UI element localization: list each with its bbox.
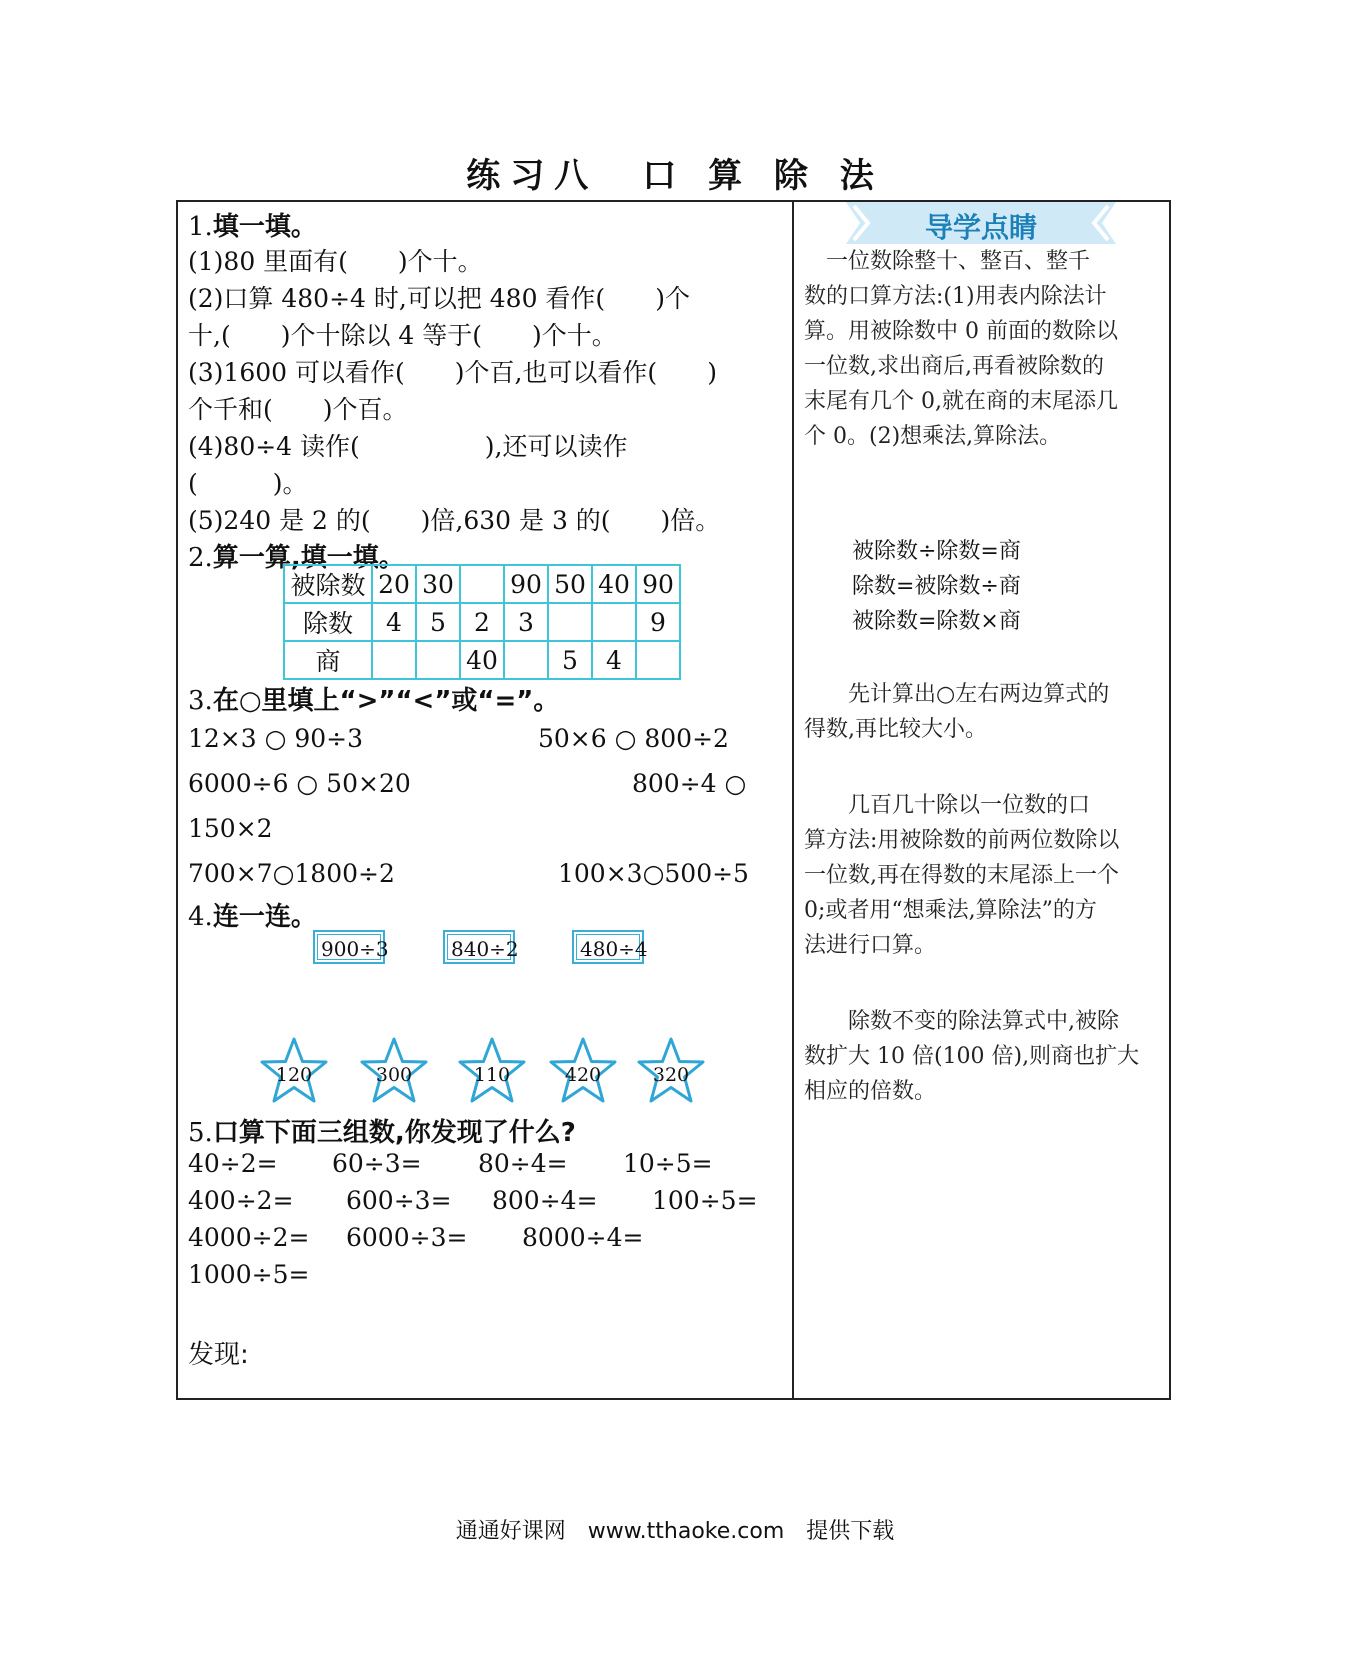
q1-line-2: (2)口算 480÷4 时,可以把 480 看作( )个 bbox=[188, 284, 690, 313]
table-head-dividend: 被除数 bbox=[284, 565, 372, 603]
q5-item: 800÷4= bbox=[492, 1186, 598, 1215]
star-answer[interactable] bbox=[359, 1036, 429, 1106]
star-answer[interactable] bbox=[457, 1036, 527, 1106]
guide-tip-4 bbox=[804, 1004, 1159, 1109]
q5-item: 8000÷4= bbox=[522, 1223, 644, 1252]
q4-number: 4. bbox=[188, 902, 213, 932]
guide-banner-label: 导学点睛 bbox=[924, 211, 1037, 244]
q3-item: 700×7○1800÷2 bbox=[188, 859, 395, 888]
tip-line: 数的口算方法:(1)用表内除法计 bbox=[804, 284, 1107, 309]
star-answer[interactable] bbox=[636, 1036, 706, 1106]
q3-item: 800÷4 ○ bbox=[632, 769, 747, 798]
formula-line: 除数=被除数÷商 bbox=[852, 574, 1021, 599]
q5-item: 80÷4= bbox=[478, 1149, 568, 1178]
guide-tip-1 bbox=[804, 244, 1159, 454]
q3-item: 12×3 ○ 90÷3 bbox=[188, 724, 364, 753]
tip-line: 数扩大 10 倍(100 倍),则商也扩大 bbox=[804, 1044, 1140, 1069]
tip-line: 算。用被除数中 0 前面的数除以 bbox=[804, 319, 1118, 344]
q3-item: 6000÷6 ○ 50×20 bbox=[188, 769, 411, 798]
tip-line: 先计算出○左右两边算式的 bbox=[804, 682, 1110, 707]
tip-line: 一位数除整十、整百、整千 bbox=[804, 249, 1091, 274]
tip-line: 几百几十除以一位数的口 bbox=[804, 793, 1091, 818]
star-label: 420 bbox=[564, 1064, 602, 1086]
q1-line-7: ( )。 bbox=[188, 469, 308, 498]
q3-item: 50×6 ○ 800÷2 bbox=[538, 724, 729, 753]
tip-line: 0;或者用“想乘法,算除法”的方 bbox=[804, 898, 1097, 923]
tip-line: 算方法:用被除数的前两位数除以 bbox=[804, 828, 1120, 853]
guide-banner bbox=[846, 202, 1116, 244]
table-cell[interactable] bbox=[548, 603, 592, 641]
table-cell[interactable]: 90 bbox=[636, 565, 680, 603]
q1-number: 1. bbox=[188, 212, 213, 242]
q3-number: 3. bbox=[188, 686, 213, 716]
star-label: 320 bbox=[652, 1064, 690, 1086]
table-cell[interactable]: 3 bbox=[504, 603, 548, 641]
found-label: 发现: bbox=[188, 1340, 249, 1370]
q5-item: 60÷3= bbox=[332, 1149, 422, 1178]
table-cell[interactable] bbox=[504, 641, 548, 679]
star-answer[interactable] bbox=[259, 1036, 329, 1106]
table-cell[interactable] bbox=[460, 565, 504, 603]
guide-tip-3 bbox=[804, 788, 1159, 963]
table-cell[interactable]: 20 bbox=[372, 565, 416, 603]
q5-item: 4000÷2= bbox=[188, 1223, 310, 1252]
table-row bbox=[284, 641, 680, 679]
expression-box[interactable]: 840÷2 bbox=[443, 930, 515, 964]
formula-line: 被除数=除数×商 bbox=[852, 609, 1021, 634]
q2-label: 算一算,填一填。 bbox=[212, 543, 405, 573]
q5-item: 6000÷3= bbox=[346, 1223, 468, 1252]
q5-item: 400÷2= bbox=[188, 1186, 294, 1215]
q5-heading bbox=[188, 1112, 576, 1149]
q5-item: 1000÷5= bbox=[188, 1260, 310, 1289]
star-label: 120 bbox=[275, 1064, 313, 1086]
q1-line-1: (1)80 里面有( )个十。 bbox=[188, 247, 483, 276]
table-head-quotient: 商 bbox=[284, 641, 372, 679]
column-divider bbox=[792, 200, 794, 1400]
expression-box[interactable]: 900÷3 bbox=[313, 930, 385, 964]
table-cell[interactable]: 4 bbox=[372, 603, 416, 641]
table-head-divisor: 除数 bbox=[284, 603, 372, 641]
q5-item: 100÷5= bbox=[652, 1186, 758, 1215]
q5-item: 600÷3= bbox=[346, 1186, 452, 1215]
star-answer[interactable] bbox=[548, 1036, 618, 1106]
table-cell[interactable]: 30 bbox=[416, 565, 460, 603]
table-row bbox=[284, 603, 680, 641]
table-cell[interactable]: 5 bbox=[416, 603, 460, 641]
q5-label: 口算下面三组数,你发现了什么? bbox=[212, 1118, 576, 1148]
table-cell[interactable] bbox=[372, 641, 416, 679]
q2-number: 2. bbox=[188, 543, 213, 573]
tip-line: 得数,再比较大小。 bbox=[804, 717, 987, 742]
table-cell[interactable]: 50 bbox=[548, 565, 592, 603]
q1-label: 填一填。 bbox=[212, 212, 317, 242]
tip-line: 法进行口算。 bbox=[804, 933, 937, 958]
table-cell[interactable]: 4 bbox=[592, 641, 636, 679]
q1-heading bbox=[188, 206, 317, 243]
star-label: 300 bbox=[375, 1064, 413, 1086]
q1-line-8: (5)240 是 2 的( )倍,630 是 3 的( )倍。 bbox=[188, 506, 721, 535]
q4-label: 连一连。 bbox=[212, 902, 317, 932]
page-title: 练习八 口 算 除 法 bbox=[466, 156, 884, 196]
table-cell[interactable] bbox=[416, 641, 460, 679]
table-cell[interactable]: 5 bbox=[548, 641, 592, 679]
q4-heading bbox=[188, 896, 317, 933]
q5-item: 40÷2= bbox=[188, 1149, 278, 1178]
tip-line: 末尾有几个 0,就在商的末尾添几 bbox=[804, 389, 1118, 414]
table-cell[interactable]: 9 bbox=[636, 603, 680, 641]
tip-line: 一位数,再在得数的末尾添上一个 bbox=[804, 863, 1119, 888]
q1-line-5: 个千和( )个百。 bbox=[188, 395, 408, 424]
guide-tip-2 bbox=[804, 677, 1159, 747]
table-cell[interactable] bbox=[636, 641, 680, 679]
table-cell[interactable] bbox=[592, 603, 636, 641]
tip-line: 相应的倍数。 bbox=[804, 1079, 937, 1104]
q3-label: 在○里填上“>”“<”或“=”。 bbox=[212, 686, 560, 716]
q1-line-6: (4)80÷4 读作( ),还可以读作 bbox=[188, 432, 628, 461]
tip-line: 除数不变的除法算式中,被除 bbox=[804, 1009, 1119, 1034]
star-label: 110 bbox=[473, 1064, 511, 1086]
division-table bbox=[283, 564, 681, 680]
table-cell[interactable]: 90 bbox=[504, 565, 548, 603]
q3-heading bbox=[188, 680, 559, 717]
table-cell[interactable]: 2 bbox=[460, 603, 504, 641]
q3-item: 150×2 bbox=[188, 814, 273, 843]
q5-item: 10÷5= bbox=[623, 1149, 713, 1178]
table-cell[interactable]: 40 bbox=[460, 641, 504, 679]
q1-line-3: 十,( )个十除以 4 等于( )个十。 bbox=[188, 321, 617, 350]
q1-line-4: (3)1600 可以看作( )个百,也可以看作( ) bbox=[188, 358, 717, 387]
table-row bbox=[284, 565, 680, 603]
q3-item: 100×3○500÷5 bbox=[558, 859, 749, 888]
tip-line: 一位数,求出商后,再看被除数的 bbox=[804, 354, 1104, 379]
expression-box[interactable]: 480÷4 bbox=[572, 930, 644, 964]
table-cell[interactable]: 40 bbox=[592, 565, 636, 603]
footer-credit: 通通好课网 www.tthaoke.com 提供下载 bbox=[455, 1519, 895, 1544]
q5-number: 5. bbox=[188, 1118, 213, 1148]
formula-line: 被除数÷除数=商 bbox=[852, 539, 1021, 564]
tip-line: 个 0。(2)想乘法,算除法。 bbox=[804, 424, 1062, 449]
